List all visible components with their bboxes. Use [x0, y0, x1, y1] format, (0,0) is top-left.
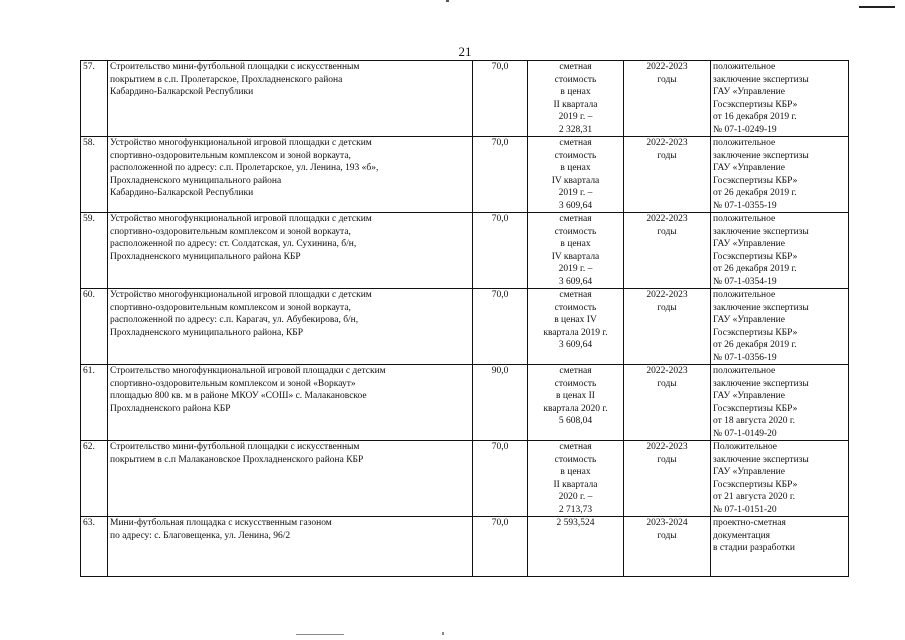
object-name-line: покрытием в с.п. Пролетарское, Прохладненского района: [110, 74, 343, 85]
object-name-line: Строительство мини-футбольной площадки с искусственным: [110, 62, 360, 72]
cost-cell: [528, 213, 624, 289]
documentation-line: заключение экспертизы: [713, 150, 809, 161]
table-row: [81, 365, 849, 441]
cost-line: сметная: [559, 138, 592, 148]
term-line: годы: [657, 226, 677, 237]
cost-line: стоимость: [554, 454, 597, 465]
documentation-line: от 26 декабря 2019 г.: [713, 264, 797, 274]
object-name-cell: [108, 289, 473, 365]
object-name-line: Устройство многофункциональной игровой площадки с детским: [110, 138, 372, 148]
cost-line: стоимость: [554, 378, 597, 389]
row-number: 58.: [81, 137, 108, 213]
cost-cell: [528, 365, 624, 441]
cost-line: стоимость: [554, 74, 597, 85]
cost-line: в ценах II: [556, 391, 595, 401]
documentation-line: положительное: [713, 138, 776, 148]
documentation-line: заключение экспертизы: [713, 302, 809, 313]
cost-line: стоимость: [554, 150, 597, 161]
cost-line: сметная: [559, 442, 592, 452]
term-cell: [624, 441, 711, 517]
object-name-line: Строительство мини-футбольной площадки с искусственным: [110, 442, 360, 452]
area-cell: 70,0: [473, 137, 528, 213]
cost-line: 2019 г. –: [558, 188, 593, 198]
cost-line: в ценах: [560, 239, 591, 249]
documentation-line: от 18 августа 2020 г.: [713, 416, 796, 426]
cost-line: в ценах: [560, 467, 591, 477]
object-name-line: Устройство многофункциональной игровой площадки с детским: [110, 214, 372, 224]
documentation-line: № 07-1-0249-19: [713, 124, 777, 135]
area-cell: 70,0: [473, 441, 528, 517]
documentation-line: Госэкспертизы КБР»: [713, 251, 798, 262]
term-cell: [624, 213, 711, 289]
object-name-line: площадью 800 кв. м в районе МКОУ «СОШ» с. Малакановское: [110, 391, 367, 401]
term-line: годы: [657, 454, 677, 465]
object-name-cell: [108, 137, 473, 213]
object-name-line: спортивно-оздоровительным комплексом и зоной воркаута,: [110, 302, 351, 313]
cost-line: 2 328,31: [558, 124, 593, 135]
documentation-line: от 26 декабря 2019 г.: [713, 340, 797, 350]
cost-line: квартала 2020 г.: [543, 403, 608, 414]
cost-line: сметная: [559, 290, 592, 300]
cost-line: 3 609,64: [558, 276, 593, 287]
documentation-cell: [711, 61, 849, 137]
documentation-line: Госэкспертизы КБР»: [713, 327, 798, 338]
cost-line: IV квартала: [551, 175, 600, 186]
documentation-cell: [711, 441, 849, 517]
documentation-line: ГАУ «Управление: [713, 391, 785, 401]
documentation-line: № 07-1-0151-20: [713, 504, 777, 515]
term-line: годы: [657, 302, 677, 313]
documentation-cell: [711, 213, 849, 289]
table-row: [81, 213, 849, 289]
table-row: [81, 517, 849, 577]
cost-cell: [528, 137, 624, 213]
term-cell: [624, 61, 711, 137]
object-name-line: Прохладненского муниципального района, КБР: [110, 327, 304, 338]
term-line: 2022-2023: [646, 138, 688, 148]
term-line: 2022-2023: [646, 366, 688, 376]
term-line: 2022-2023: [646, 290, 688, 300]
row-number: 62.: [81, 441, 108, 517]
documentation-line: Положительное: [713, 442, 777, 452]
cost-line: 3 609,64: [558, 200, 593, 211]
object-name-cell: [108, 441, 473, 517]
table-row: [81, 137, 849, 213]
object-name-cell: [108, 213, 473, 289]
documentation-cell: [711, 517, 849, 577]
page-bottom-rule: [296, 634, 344, 635]
row-number: 59.: [81, 213, 108, 289]
documentation-line: заключение экспертизы: [713, 74, 809, 85]
documentation-line: заключение экспертизы: [713, 378, 809, 389]
row-number: 63.: [81, 517, 108, 577]
page-top-mark: [446, 0, 449, 2]
cost-line: стоимость: [554, 226, 597, 237]
object-name-line: Мини-футбольная площадка с искусственным газоном: [110, 518, 332, 528]
documentation-line: № 07-1-0356-19: [713, 352, 777, 363]
cost-cell: [528, 61, 624, 137]
documentation-line: № 07-1-0354-19: [713, 276, 777, 287]
documentation-line: Госэкспертизы КБР»: [713, 479, 798, 490]
table-row: [81, 61, 849, 137]
cost-line: 2 713,73: [558, 504, 593, 515]
documentation-line: проектно-сметная: [713, 518, 786, 528]
cost-cell: [528, 289, 624, 365]
page-number: 21: [458, 44, 472, 59]
cost-line: 2019 г. –: [558, 112, 593, 122]
cost-cell: [528, 517, 624, 577]
row-number: 60.: [81, 289, 108, 365]
cost-line: сметная: [559, 62, 592, 72]
object-name-line: спортивно-оздоровительным комплексом и зоной воркаута,: [110, 226, 351, 237]
term-line: годы: [657, 530, 677, 541]
objects-table-body: [81, 61, 849, 577]
term-cell: [624, 365, 711, 441]
object-name-line: спортивно-оздоровительным комплексом и зоной воркаута,: [110, 150, 351, 161]
area-cell: 70,0: [473, 61, 528, 137]
page-bottom-mark: [442, 632, 444, 635]
area-cell: 70,0: [473, 289, 528, 365]
documentation-line: положительное: [713, 62, 776, 72]
documentation-line: положительное: [713, 214, 776, 224]
documentation-line: заключение экспертизы: [713, 454, 809, 465]
documentation-line: от 21 августа 2020 г.: [713, 492, 796, 502]
object-name-line: Прохладненского муниципального района: [110, 175, 282, 186]
documentation-line: Госэкспертизы КБР»: [713, 175, 798, 186]
object-name-line: расположенной по адресу: с.п. Карагач, ул. Абубекирова, б/н,: [110, 315, 359, 325]
documentation-line: положительное: [713, 366, 776, 376]
object-name-line: Устройство многофункциональной игровой площадки с детским: [110, 290, 372, 300]
documentation-line: № 07-1-0149-20: [713, 428, 777, 439]
documentation-line: Госэкспертизы КБР»: [713, 99, 798, 110]
documentation-cell: [711, 365, 849, 441]
documentation-line: ГАУ «Управление: [713, 239, 785, 249]
page-top-rule: [859, 6, 895, 8]
object-name-line: Прохладненского муниципального района КБР: [110, 251, 301, 262]
cost-line: II квартала: [553, 479, 598, 490]
object-name-cell: [108, 61, 473, 137]
table-row: [81, 441, 849, 517]
object-name-line: Кабардино-Балкарской Республики: [110, 87, 254, 97]
table-row: [81, 289, 849, 365]
cost-line: квартала 2019 г.: [543, 327, 608, 338]
term-line: годы: [657, 74, 677, 85]
area-cell: 70,0: [473, 517, 528, 577]
documentation-line: положительное: [713, 290, 776, 300]
cost-line: в ценах IV: [554, 315, 597, 325]
term-line: годы: [657, 378, 677, 389]
object-name-line: Строительство многофункциональной игровой площадки с детским: [110, 366, 386, 376]
area-cell: 90,0: [473, 365, 528, 441]
cost-line: 3 609,64: [558, 340, 593, 350]
term-cell: [624, 517, 711, 577]
cost-line: 2 593,524: [556, 518, 595, 528]
documentation-line: ГАУ «Управление: [713, 315, 785, 325]
cost-line: сметная: [559, 366, 592, 376]
documentation-cell: [711, 289, 849, 365]
object-name-cell: [108, 517, 473, 577]
term-line: 2023-2024: [646, 518, 688, 528]
documentation-line: № 07-1-0355-19: [713, 200, 777, 211]
documentation-line: ГАУ «Управление: [713, 163, 785, 173]
term-cell: [624, 137, 711, 213]
documentation-line: ГАУ «Управление: [713, 87, 785, 97]
object-name-line: расположенной по адресу: с.п. Пролетарское, ул. Ленина, 193 «б»,: [110, 163, 379, 173]
cost-line: в ценах: [560, 87, 591, 97]
cost-line: сметная: [559, 214, 592, 224]
object-name-line: покрытием в с.п Малакановское Прохладненского района КБР: [110, 454, 364, 465]
row-number: 61.: [81, 365, 108, 441]
object-name-line: расположенной по адресу: ст. Солдатская, ул. Сухинина, б/н,: [110, 239, 357, 249]
row-number: 57.: [81, 61, 108, 137]
term-line: 2022-2023: [646, 442, 688, 452]
cost-line: II квартала: [553, 99, 598, 110]
cost-line: 2020 г. –: [558, 492, 593, 502]
documentation-line: от 26 декабря 2019 г.: [713, 188, 797, 198]
cost-line: 5 608,04: [558, 416, 593, 426]
object-name-line: по адресу: с. Благовещенка, ул. Ленина, 96/2: [110, 530, 291, 541]
area-cell: 70,0: [473, 213, 528, 289]
object-name-line: Кабардино-Балкарской Республики: [110, 188, 254, 198]
documentation-line: заключение экспертизы: [713, 226, 809, 237]
cost-line: в ценах: [560, 163, 591, 173]
objects-table: [80, 60, 849, 577]
documentation-line: от 16 декабря 2019 г.: [713, 112, 797, 122]
documentation-cell: [711, 137, 849, 213]
cost-line: стоимость: [554, 302, 597, 313]
term-line: годы: [657, 150, 677, 161]
object-name-cell: [108, 365, 473, 441]
cost-line: 2019 г. –: [558, 264, 593, 274]
term-line: 2022-2023: [646, 62, 688, 72]
object-name-line: спортивно-оздоровительным комплексом и зоной «Воркаут»: [110, 378, 356, 389]
documentation-line: Госэкспертизы КБР»: [713, 403, 798, 414]
cost-line: IV квартала: [551, 251, 600, 262]
documentation-line: в стадии разработки: [713, 543, 795, 553]
term-line: 2022-2023: [646, 214, 688, 224]
documentation-line: ГАУ «Управление: [713, 467, 785, 477]
cost-cell: [528, 441, 624, 517]
documentation-line: документация: [713, 530, 771, 541]
term-cell: [624, 289, 711, 365]
object-name-line: Прохладненского района КБР: [110, 403, 231, 414]
